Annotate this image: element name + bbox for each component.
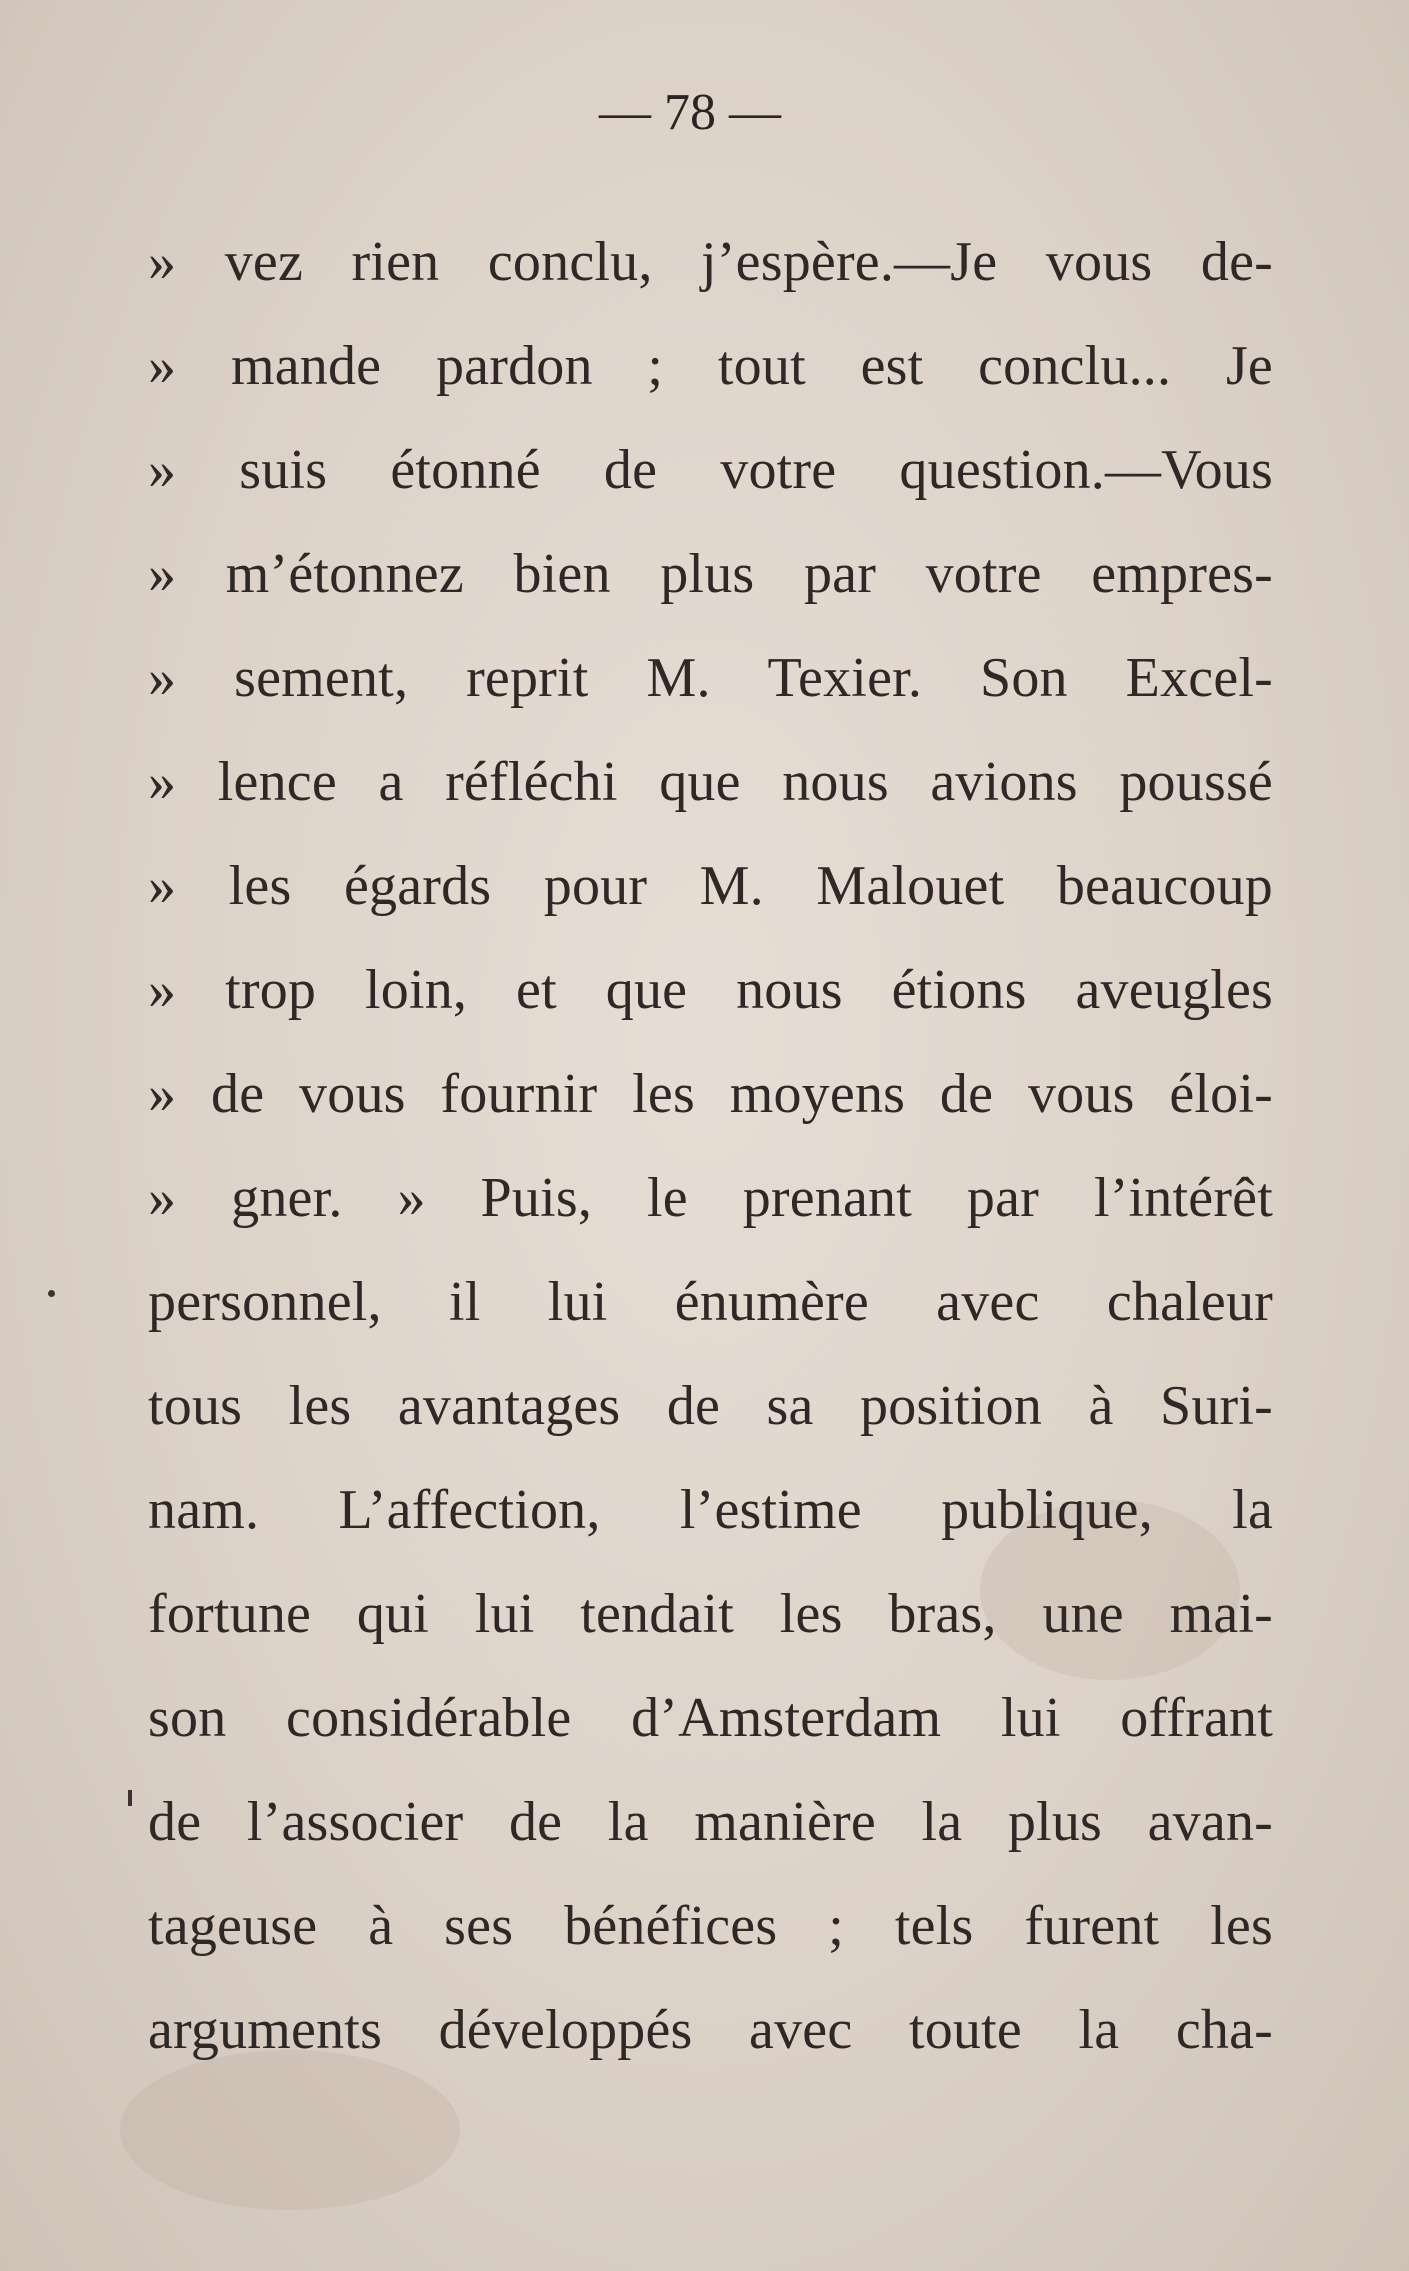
text-line: de l’associer de la manière la plus avan-: [148, 1791, 1273, 1853]
margin-tick: [128, 1790, 132, 1806]
text-line: son considérable d’Amsterdam lui offrant: [148, 1687, 1273, 1749]
text-line: personnel, il lui énumère avec chaleur: [148, 1271, 1273, 1333]
text-line: fortune qui lui tendait les bras, une mai-: [148, 1583, 1273, 1645]
text-line: » vez rien conclu, j’espère.—Je vous de-: [148, 231, 1273, 293]
margin-dot: [48, 1290, 55, 1297]
text-line: » de vous fournir les moyens de vous éloi-: [148, 1063, 1273, 1125]
text-line: » gner. » Puis, le prenant par l’intérêt: [148, 1167, 1273, 1229]
text-line: arguments développés avec toute la cha-: [148, 1999, 1273, 2061]
text-line: » m’étonnez bien plus par votre empres-: [148, 543, 1273, 605]
text-line: nam. L’affection, l’estime publique, la: [148, 1479, 1273, 1541]
page-number: — 78 —: [599, 84, 781, 141]
body-text: [148, 210, 1273, 2082]
text-line: tous les avantages de sa position à Suri-: [148, 1375, 1273, 1437]
text-line: » les égards pour M. Malouet beaucoup: [148, 855, 1273, 917]
text-line: tageuse à ses bénéfices ; tels furent les: [148, 1895, 1273, 1957]
text-line: » lence a réfléchi que nous avions poussé: [148, 751, 1273, 813]
text-line: » trop loin, et que nous étions aveugles: [148, 959, 1273, 1021]
text-line: » suis étonné de votre question.—Vous: [148, 439, 1273, 501]
text-line: » mande pardon ; tout est conclu... Je: [148, 335, 1273, 397]
text-line: » sement, reprit M. Texier. Son Excel-: [148, 647, 1273, 709]
